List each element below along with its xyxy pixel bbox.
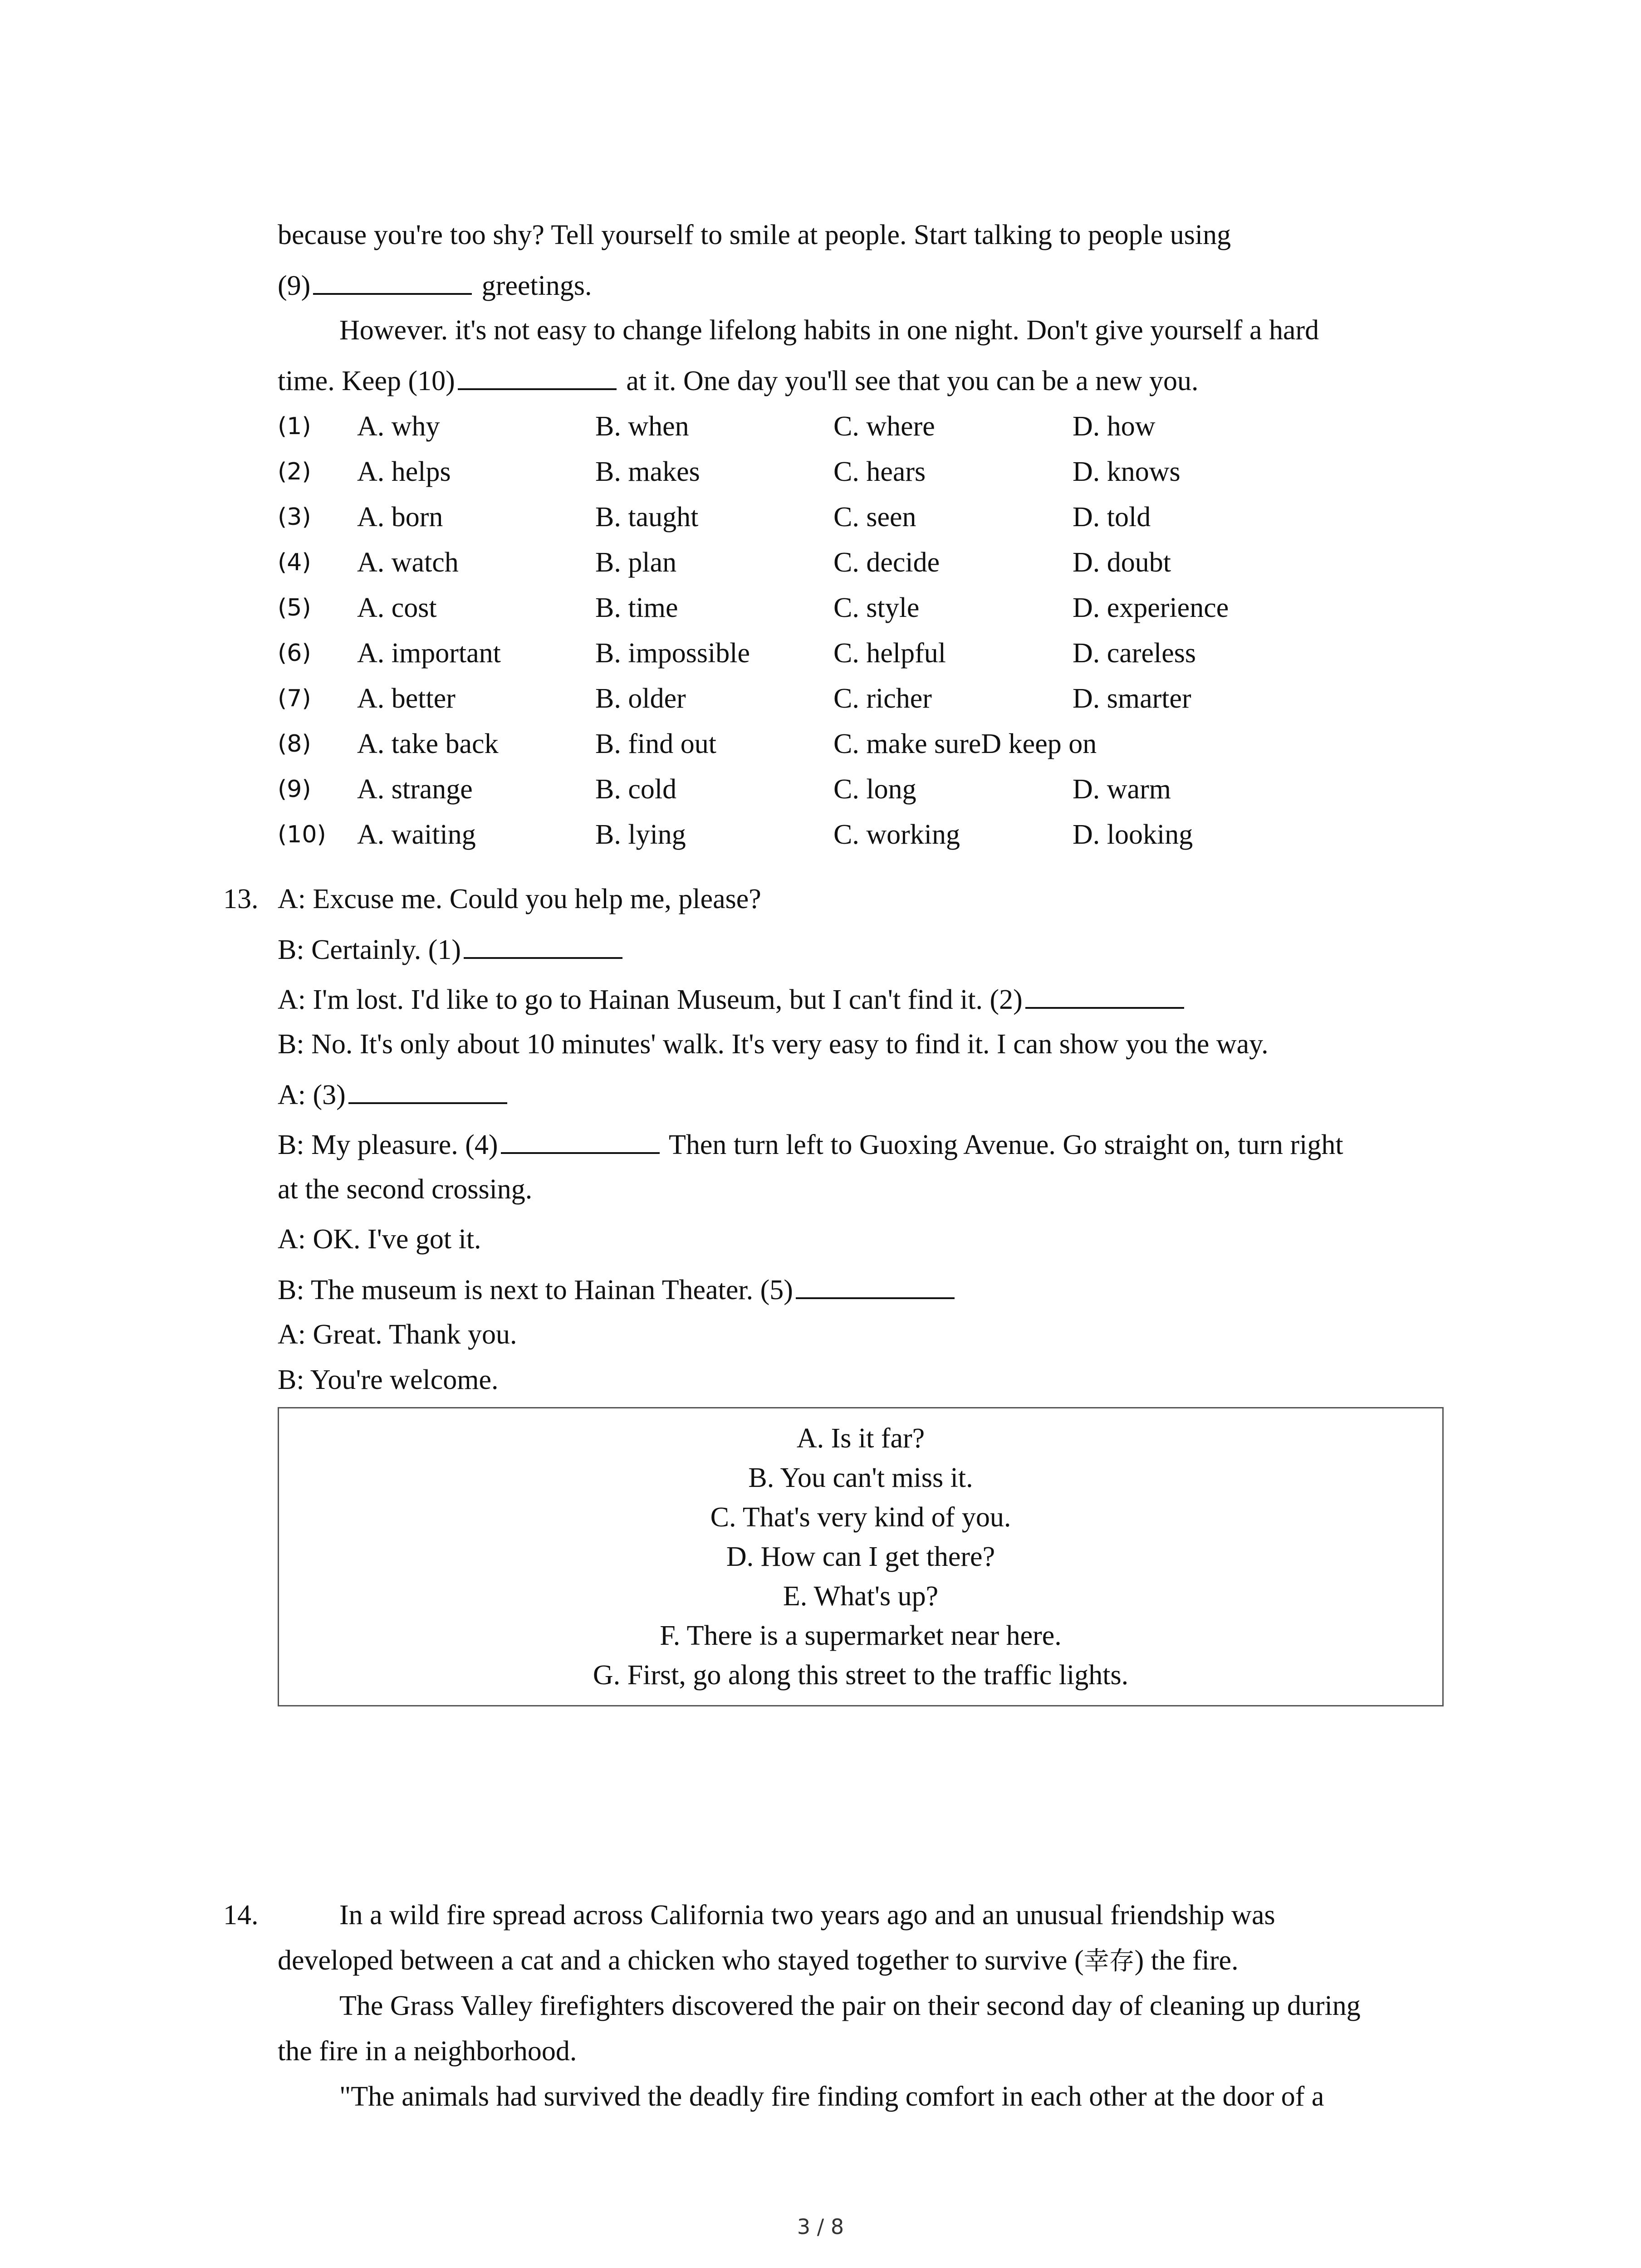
passage-line: "The animals had survived the deadly fire finding comfort in each other at the door of a — [339, 2081, 1324, 2112]
option-b[interactable]: B. time — [595, 592, 678, 623]
choice-item[interactable]: E. What's up? — [783, 1581, 939, 1612]
passage-line: In a wild fire spread across California two years ago and an unusual friendship was — [339, 1900, 1275, 1931]
answer-blank[interactable] — [348, 1076, 507, 1104]
option-d[interactable]: D. doubt — [1073, 547, 1171, 578]
option-row — [278, 680, 1457, 717]
answer-blank[interactable] — [464, 931, 622, 959]
passage-text: developed between a cat and a chicken who stayed together to survive ( — [278, 1945, 1084, 1976]
answer-blank[interactable] — [313, 267, 472, 295]
answer-blank[interactable] — [1025, 981, 1184, 1009]
question-number: 14. — [223, 1900, 259, 1931]
blank-label: (9) — [278, 270, 311, 301]
option-number: (1) — [278, 413, 311, 440]
option-b[interactable]: B. impossible — [595, 638, 750, 669]
option-d[interactable]: D. knows — [1073, 456, 1181, 487]
dialogue-text: A: I'm lost. I'd like to go to Hainan Museum, but I can't find it. (2) — [278, 984, 1023, 1015]
option-c[interactable]: C. helpful — [833, 638, 946, 669]
choice-item[interactable]: D. How can I get there? — [726, 1541, 995, 1572]
dialogue-line — [278, 931, 625, 968]
option-a[interactable]: A. why — [357, 411, 440, 442]
option-a[interactable]: A. cost — [357, 592, 437, 623]
option-number: (10) — [278, 821, 326, 848]
choices-box — [278, 1407, 1444, 1706]
passage-line: the fire in a neighborhood. — [278, 2036, 577, 2067]
option-c[interactable]: C. richer — [833, 683, 932, 714]
dialogue-text: A: (3) — [278, 1080, 346, 1110]
dialogue-line: at the second crossing. — [278, 1174, 533, 1205]
option-c[interactable]: C. hears — [833, 456, 926, 487]
option-c[interactable]: C. seen — [833, 502, 916, 533]
option-d[interactable]: D. experience — [1073, 592, 1229, 623]
choice-item[interactable]: A. Is it far? — [796, 1423, 925, 1454]
chinese-gloss: 幸存 — [1083, 1946, 1135, 1976]
dialogue-line — [278, 1076, 510, 1113]
option-number: (4) — [278, 549, 311, 576]
option-row — [278, 635, 1457, 671]
option-number: (7) — [278, 685, 311, 712]
option-b[interactable]: B. when — [595, 411, 689, 442]
option-b[interactable]: B. cold — [595, 774, 677, 805]
dialogue-text: B: Certainly. (1) — [278, 934, 461, 965]
passage-line: The Grass Valley firefighters discovered the pair on their second day of cleaning up during — [339, 1990, 1361, 2021]
dialogue-text: Then turn left to Guoxing Avenue. Go straight on, turn right — [662, 1129, 1343, 1160]
dialogue-line — [278, 1271, 957, 1308]
option-d[interactable]: D. warm — [1073, 774, 1171, 805]
passage-line — [278, 362, 1198, 399]
choice-item[interactable]: C. That's very kind of you. — [710, 1502, 1011, 1533]
question-number: 13. — [223, 884, 259, 914]
option-number: (3) — [278, 503, 311, 531]
option-number: (9) — [278, 776, 311, 803]
page-number: 3 / 8 — [797, 2214, 844, 2239]
option-b[interactable]: B. lying — [595, 819, 686, 850]
option-row — [278, 771, 1457, 807]
option-b[interactable]: B. find out — [595, 728, 716, 759]
option-b[interactable]: B. older — [595, 683, 686, 714]
passage-line: because you're too shy? Tell yourself to smile at people. Start talking to people using — [278, 220, 1231, 250]
option-row — [278, 590, 1457, 626]
option-c[interactable]: C. make sureD keep on — [833, 728, 1097, 759]
option-row — [278, 816, 1457, 853]
dialogue-text: B: My pleasure. (4) — [278, 1129, 498, 1160]
passage-text: time. Keep (10) — [278, 366, 455, 396]
option-c[interactable]: C. working — [833, 819, 960, 850]
option-a[interactable]: A. better — [357, 683, 456, 714]
option-row — [278, 499, 1457, 535]
option-row — [278, 408, 1457, 445]
option-d[interactable]: D. smarter — [1073, 683, 1191, 714]
option-number: (5) — [278, 594, 311, 621]
option-c[interactable]: C. long — [833, 774, 916, 805]
option-d[interactable]: D. looking — [1073, 819, 1193, 850]
dialogue-line: A: Excuse me. Could you help me, please? — [278, 884, 761, 914]
option-a[interactable]: A. take back — [357, 728, 499, 759]
option-a[interactable]: A. important — [357, 638, 501, 669]
choice-item[interactable]: F. There is a supermarket near here. — [660, 1620, 1062, 1651]
option-d[interactable]: D. careless — [1073, 638, 1196, 669]
option-row — [278, 726, 1457, 762]
passage-text: at it. One day you'll see that you can be a new you. — [619, 366, 1199, 396]
passage-line: However. it's not easy to change lifelong habits in one night. Don't give yourself a hard — [339, 315, 1319, 346]
dialogue-line — [278, 1126, 1343, 1163]
dialogue-line: A: Great. Thank you. — [278, 1319, 517, 1350]
option-a[interactable]: A. helps — [357, 456, 451, 487]
option-b[interactable]: B. taught — [595, 502, 699, 533]
dialogue-line — [278, 981, 1187, 1018]
answer-blank[interactable] — [501, 1126, 660, 1154]
option-b[interactable]: B. makes — [595, 456, 700, 487]
option-c[interactable]: C. where — [833, 411, 935, 442]
choice-item[interactable]: G. First, go along this street to the traffic lights. — [593, 1660, 1129, 1691]
option-row — [278, 454, 1457, 490]
passage-line — [278, 267, 592, 304]
option-a[interactable]: A. born — [357, 502, 443, 533]
dialogue-text: B: The museum is next to Hainan Theater. (5) — [278, 1275, 793, 1305]
passage-line — [278, 1942, 1239, 1980]
option-a[interactable]: A. watch — [357, 547, 459, 578]
dialogue-line: B: You're welcome. — [278, 1364, 499, 1395]
option-d[interactable]: D. told — [1073, 502, 1151, 533]
option-c[interactable]: C. decide — [833, 547, 940, 578]
option-b[interactable]: B. plan — [595, 547, 677, 578]
option-c[interactable]: C. style — [833, 592, 920, 623]
dialogue-line: B: No. It's only about 10 minutes' walk. It's very easy to find it. I can show you the way. — [278, 1029, 1269, 1060]
passage-text: ) the fire. — [1134, 1945, 1239, 1976]
answer-blank[interactable] — [796, 1271, 955, 1299]
option-row — [278, 544, 1457, 581]
answer-blank[interactable] — [458, 362, 617, 390]
dialogue-line: A: OK. I've got it. — [278, 1224, 481, 1255]
option-number: (8) — [278, 730, 311, 758]
passage-text: greetings. — [475, 270, 592, 301]
option-a[interactable]: A. waiting — [357, 819, 476, 850]
option-number: (2) — [278, 458, 311, 485]
option-number: (6) — [278, 640, 311, 667]
option-a[interactable]: A. strange — [357, 774, 473, 805]
option-d[interactable]: D. how — [1073, 411, 1156, 442]
choice-item[interactable]: B. You can't miss it. — [748, 1462, 973, 1493]
